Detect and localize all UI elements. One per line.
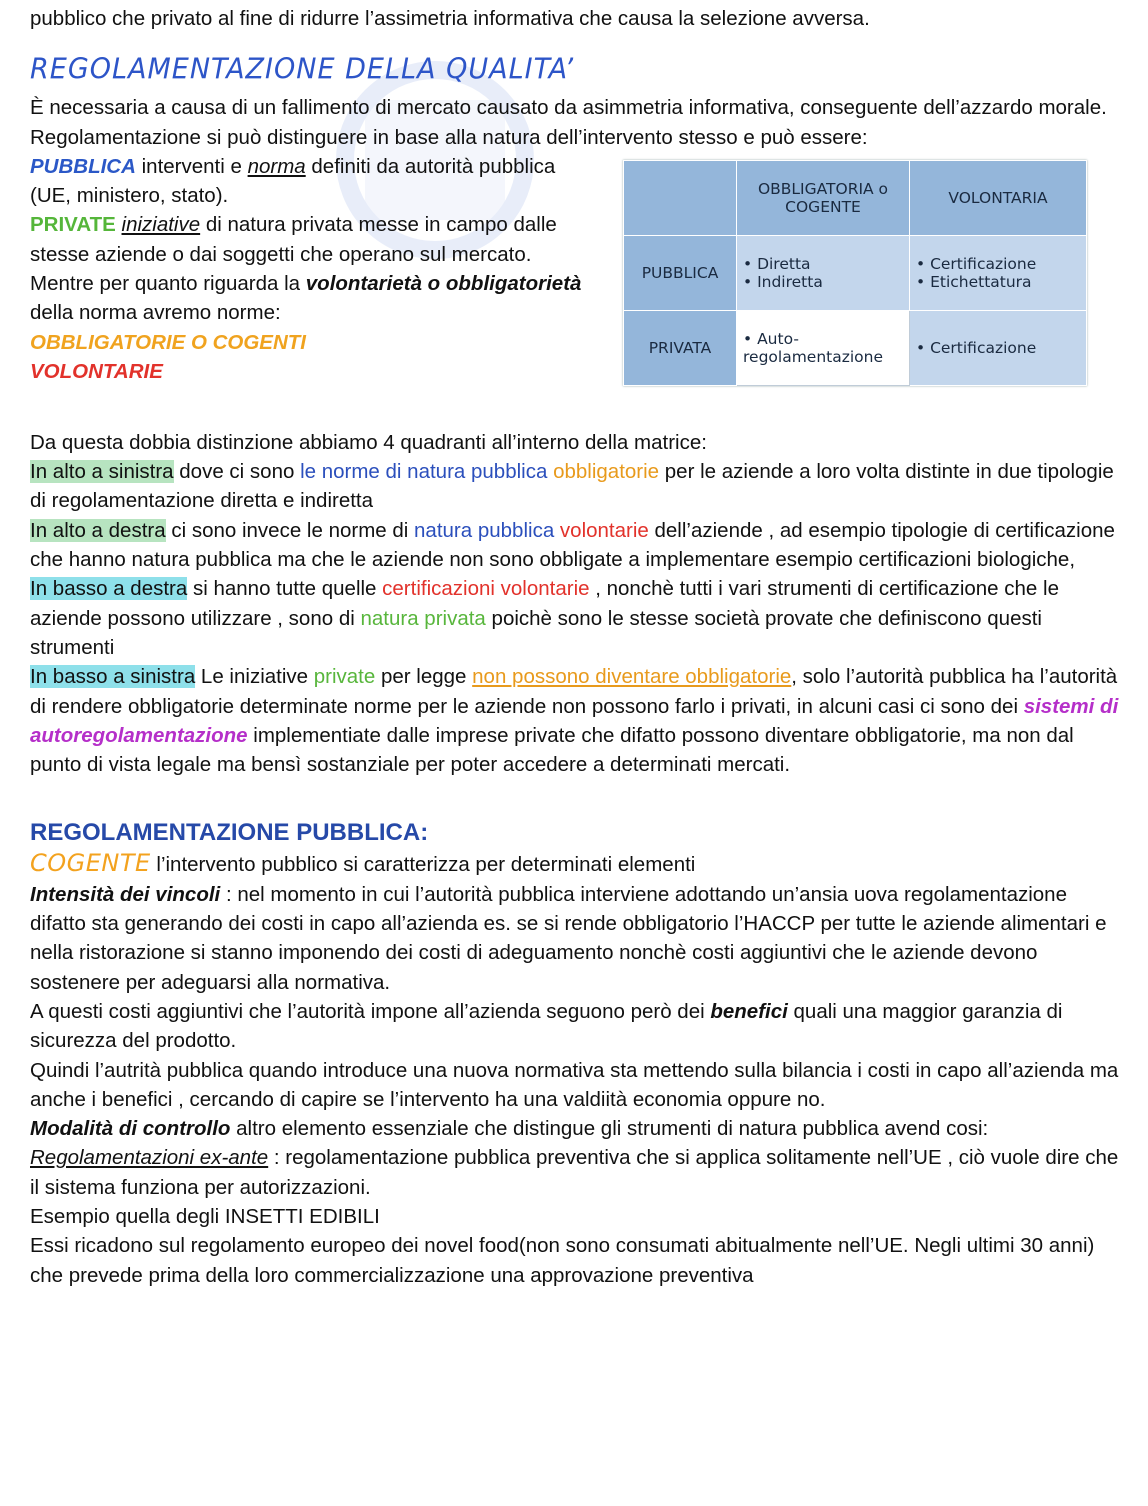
mentre-paragraph: Mentre per quanto riguarda la volontarietà o obbligatorietà della norma avremo norme:: [30, 272, 582, 325]
private-label: PRIVATE: [30, 213, 116, 237]
matrix-col-volontaria: VOLONTARIA: [910, 160, 1087, 235]
costi-paragraph: A questi costi aggiuntivi che l’autorità impone all’azienda seguono però dei benefici quali una maggior garanzia di sicurezza del prodotto.: [30, 999, 1063, 1053]
regulation-matrix: [623, 160, 1087, 386]
matrix-corner: [624, 160, 737, 235]
heading-regolamentazione-qualita: REGOLAMENTAZIONE DELLA QUALITA’: [30, 53, 575, 87]
matrix-cell-pubblica-volontaria: • Certificazione • Etichettatura: [910, 235, 1087, 310]
pubblica-paragraph: PUBBLICA interventi e norma definiti da autorità pubblica (UE, ministero, stato).: [30, 154, 556, 208]
matrix-row-label-pubblica: PUBBLICA: [624, 235, 737, 310]
modalita-paragraph: Modalità di controllo altro elemento essenziale che distingue gli strumenti di natura pubblica avend cosi:: [30, 1117, 989, 1141]
matrix-cell-pubblica-obbligatoria: • Diretta • Indiretta: [737, 235, 910, 310]
cogente-paragraph: COGENTE l’intervento pubblico si caratterizza per determinati elementi: [30, 849, 696, 878]
matrix-cell-privata-obbligatoria: • Auto- regolamentazione: [737, 310, 910, 385]
intensita-paragraph: Intensità dei vincoli : nel momento in cui l’autorità pubblica interviene adottando un’ansia uova regolamentazione difatto sta generando dei costi in capo all’azienda es. se si rende obbligatorio l’HACCP per tutte le aziende alimentari e nella ristorazione si stanno imponendo dei costi di adeguamento nonchè costi aggiuntivi che le aziende devono sostenere per adeguarsi alla normativa.: [30, 882, 1107, 994]
top-line: pubblico che privato al fine di ridurre l’assimetria informativa che causa la selezione avversa.: [30, 7, 870, 30]
quadrant-bottom-left: In basso a sinistra Le iniziative private per legge non possono diventare obbligatorie, solo l’autorità pubblica ha l’autorità di rendere obbligatorie determinate norme per le aziende non possono farlo i privati, in alcuni casi ci sono dei sistemi di autoregolamentazione implementiate dalle imprese private che difatto possono diventare obbligatorie, ma non dal punto di vista legale ma bensì sostanziale per poter accedere a determinati mercati.: [30, 665, 1119, 777]
matrix-row-privata: [624, 310, 1087, 385]
iniziative-term: iniziative: [121, 213, 201, 237]
qualita-paragraph-1: È necessaria a causa di un fallimento di mercato causato da asimmetria informativa, conseguente dell’azzardo morale.: [30, 96, 1107, 120]
heading-regolamentazione-pubblica: REGOLAMENTAZIONE PUBBLICA:: [30, 819, 429, 847]
quadrant-top-right: In alto a destra ci sono invece le norme di natura pubblica volontarie dell’aziende , ad esempio tipologie di certificazione che hanno natura pubblica ma che le aziende non sono obbligate a implementare esempio certificazioni biologiche,: [30, 518, 1115, 572]
matrix-cell-privata-volontaria: • Certificazione: [910, 310, 1087, 385]
quadrant-bottom-right: In basso a destra si hanno tutte quelle certificazioni volontarie , nonchè tutti i vari strumenti di certificazione che le aziende possono utilizzare , sono di natura privata poichè sono le stesse società provate che definiscono questi strumenti: [30, 577, 1059, 659]
essi-paragraph: Essi ricadono sul regolamento europeo dei novel food(non sono consumati abitualmente nell’UE. Negli ultimi 30 anni) che prevede prima della loro commercializzazione una approvazione preventiva: [30, 1234, 1095, 1287]
norma-term: norma: [247, 154, 306, 178]
matrix-col-obbligatoria: OBBLIGATORIA o COGENTE: [737, 160, 910, 235]
two-column-block: [30, 152, 1122, 428]
quadrant-top-left: In alto a sinistra dove ci sono le norme di natura pubblica obbligatorie per le aziende a loro volta distinte in due tipologie di regolamentazione diretta e indiretta: [30, 460, 1114, 513]
pubblica-label: PUBBLICA: [30, 154, 136, 178]
exante-paragraph: Regolamentazioni ex-ante : regolamentazione pubblica preventiva che si applica solitamente nell’UE , ciò vuole dire che il sistema funziona per autorizzazioni.: [30, 1146, 1119, 1199]
qualita-paragraph-2: Regolamentazione si può distinguere in base alla natura dell’intervento stesso e può essere:: [30, 125, 868, 149]
matrix-header-row: [624, 160, 1087, 235]
private-paragraph: PRIVATE iniziative di natura privata messe in campo dalle stesse aziende o dai soggetti che operano sul mercato.: [30, 213, 557, 266]
left-column: [30, 152, 590, 386]
esempio-paragraph: Esempio quella degli INSETTI EDIBILI: [30, 1205, 380, 1229]
document-page: [30, 0, 1122, 1290]
quadranti-intro: Da questa dobbia distinzione abbiamo 4 quadranti all’interno della matrice:: [30, 430, 707, 454]
quindi-paragraph: Quindi l’autrità pubblica quando introduce una nuova normativa sta mettendo sulla bilancia i costi in capo all’azienda ma anche i benefici , cercando di capire se l’intervento ha una valdiità economia oppure no.: [30, 1058, 1119, 1111]
matrix-row-label-privata: PRIVATA: [624, 310, 737, 385]
obbligatorie-label: OBBLIGATORIE O COGENTI: [30, 330, 306, 354]
volontarie-label: VOLONTARIE: [30, 359, 163, 383]
matrix-row-pubblica: [624, 235, 1087, 310]
